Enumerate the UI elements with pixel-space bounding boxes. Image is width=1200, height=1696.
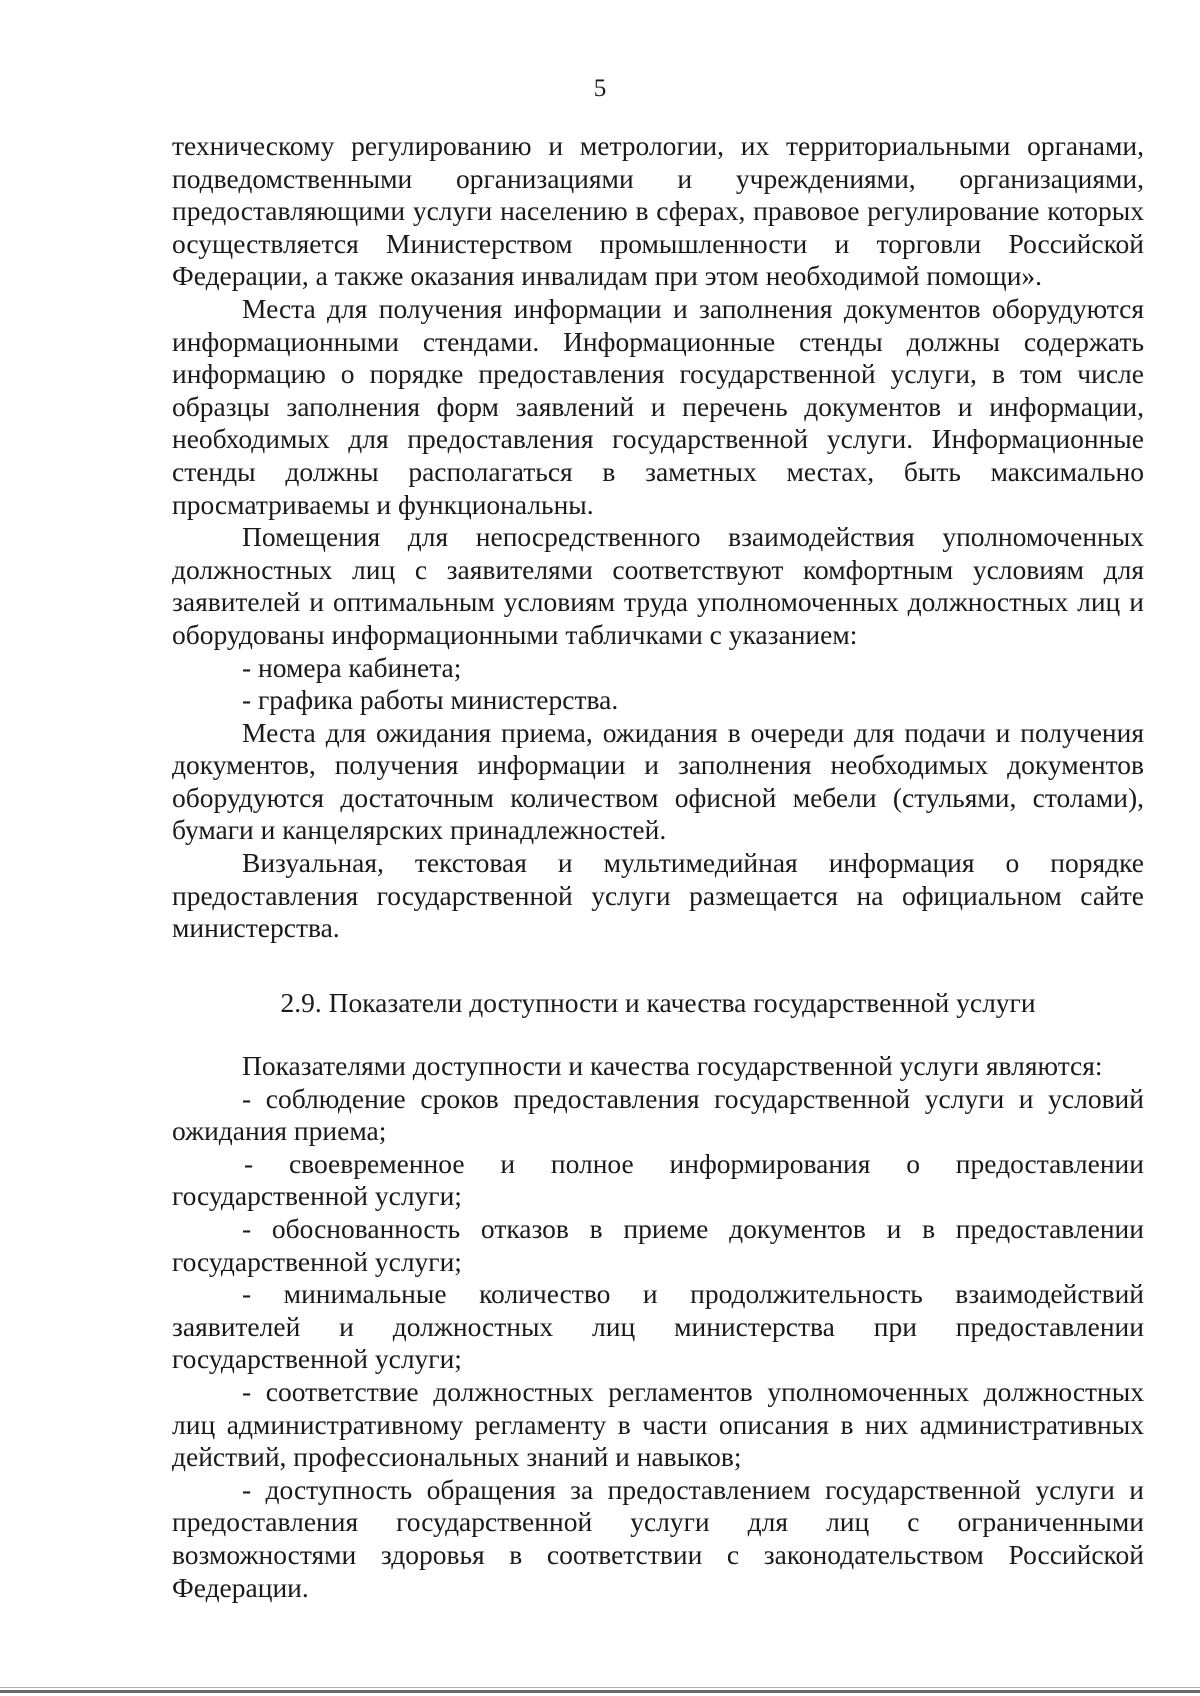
section-heading: 2.9. Показатели доступности и качества государственной услуги: [280, 987, 1036, 1018]
paragraph: Помещения для непосредственного взаимодействия уполномоченных должностных лиц с заявителями соответствуют комфортным условиям для заявителей и оптимальным условиям труда уполномоченных должностных лиц и оборудованы информационными табличками с указанием:: [172, 521, 1144, 650]
list-item: - своевременное и полное информирования о предоставлении государственной услуги;: [172, 1147, 1144, 1212]
list-item: - доступность обращения за предоставлением государственной услуги и предоставления государственной услуги для лиц с ограниченными возможностями здоровья в соответствии с законодательством Российской Федерации.: [172, 1473, 1144, 1603]
list-item: - графика работы министерства.: [242, 684, 619, 716]
list-item: - обоснованность отказов в приеме документов и в предоставлении государственной услуги;: [172, 1212, 1144, 1277]
scan-edge-line: [0, 1687, 1200, 1688]
page-number: 5: [593, 75, 607, 102]
list-item: - номера кабинета;: [242, 651, 462, 683]
paragraph: Места для получения информации и заполнения документов оборудуются информационными стендами. Информационные стенды должны содержать информацию о порядке предоставления государственной услуги, в том числе образцы заполнения форм заявлений и перечень документов и информации, необходимых для предоставления государственной услуги. Информационные стенды должны располагаться в заметных местах, быть максимально просматриваемы и функциональны.: [172, 292, 1144, 520]
list-item: - минимальные количество и продолжительность взаимодействий заявителей и должностных лиц министерства при предоставлении государственной услуги;: [172, 1278, 1144, 1375]
paragraph: Визуальная, текстовая и мультимедийная информация о порядке предоставления государственной услуги размещается на официальном сайте министерства.: [172, 847, 1144, 944]
footer-rule: [0, 1690, 1200, 1693]
paragraph: Места для ожидания приема, ожидания в очереди для подачи и получения документов, получения информации и заполнения необходимых документов оборудуются достаточным количеством офисной мебели (стульями, столами), бумаги и канцелярских принадлежностей.: [172, 716, 1144, 846]
body-text-top: [172, 130, 1144, 945]
list-item: - соответствие должностных регламентов уполномоченных должностных лиц административному регламенту в части описания в них административных действий, профессиональных знаний и навыков;: [172, 1375, 1144, 1473]
paragraph: Показателями доступности и качества государственной услуги являются:: [242, 1050, 1103, 1081]
body-text-bottom: [172, 1050, 1144, 1604]
list-item: - соблюдение сроков предоставления государственной услуги и условий ожидания приема;: [172, 1082, 1144, 1147]
paragraph: техническому регулированию и метрологии, их территориальными органами, подведомственными организациями и учреждениями, организациями, предоставляющими услуги населению в сферах, правовое регулирование которых осуществляется Министерством промышленности и торговли Российской Федерации, а также оказания инвалидам при этом необходимой помощи».: [172, 130, 1144, 292]
